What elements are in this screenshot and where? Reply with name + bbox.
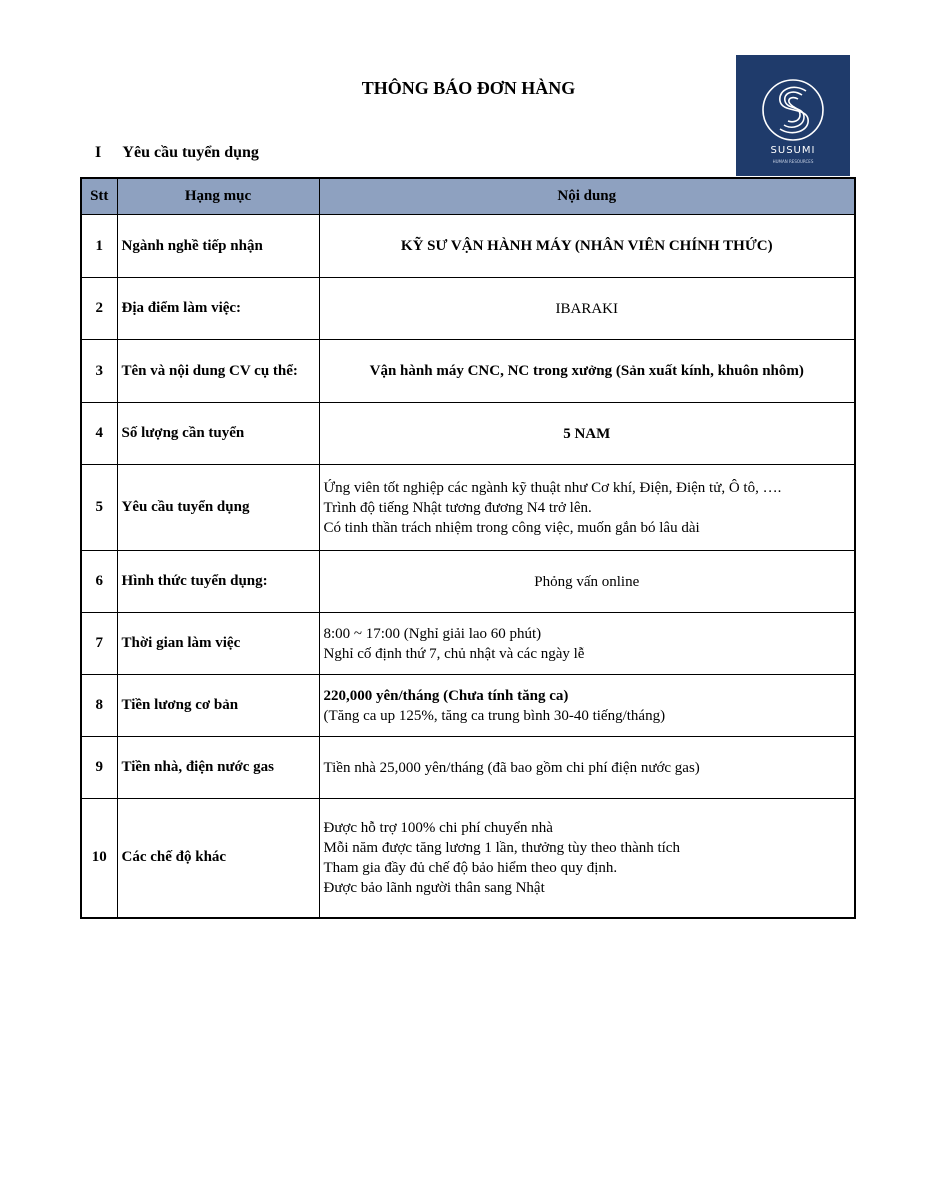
table-row [81,340,855,403]
row-stt: 5 [81,465,117,551]
row-stt: 7 [81,613,117,675]
logo-mark-icon [736,55,850,150]
table-row [81,551,855,613]
row-stt: 4 [81,403,117,465]
section-number: I [95,144,102,161]
table-row [81,278,855,340]
row-content: IBARAKI [319,278,855,340]
table-row [81,215,855,278]
row-content: Được hỗ trợ 100% chi phí chuyển nhà Mỗi năm được tăng lương 1 lần, thưởng tùy theo thành tích Tham gia đầy đủ chế độ bảo hiểm theo quy định. Được bảo lãnh người thân sang Nhật [319,799,855,918]
section-title: Yêu cầu tuyển dụng [122,144,259,161]
row-item: Tiền lương cơ bản [117,675,319,737]
logo-tagline: HUMAN RESOURCES [772,159,814,164]
row-item: Thời gian làm việc [117,613,319,675]
table-row [81,403,855,465]
row-item: Địa điểm làm việc: [117,278,319,340]
row-item: Các chế độ khác [117,799,319,918]
row-stt: 1 [81,215,117,278]
row-stt: 8 [81,675,117,737]
row-content: Phỏng vấn online [319,551,855,613]
table-header-row [81,178,855,215]
table-row [81,737,855,799]
table-row [81,465,855,551]
row-content: Tiền nhà 25,000 yên/tháng (đã bao gồm chi phí điện nước gas) [319,737,855,799]
header-content: Nội dung [319,178,855,215]
row-content: KỸ SƯ VẬN HÀNH MÁY (NHÂN VIÊN CHÍNH THỨC) [319,215,855,278]
table-row [81,799,855,918]
document-title: THÔNG BÁO ĐƠN HÀNG [361,78,576,98]
table-row [81,613,855,675]
row-stt: 2 [81,278,117,340]
row-item: Yêu cầu tuyển dụng [117,465,319,551]
header-stt: Stt [81,178,117,215]
logo-brand-text: SUSUMI [770,145,816,156]
table-row [81,675,855,737]
row-item: Tiền nhà, điện nước gas [117,737,319,799]
row-item: Ngành nghề tiếp nhận [117,215,319,278]
row-item: Hình thức tuyển dụng: [117,551,319,613]
company-logo [736,55,850,176]
row-content: 5 NAM [319,403,855,465]
job-order-table [80,177,856,919]
row-content: 8:00 ~ 17:00 (Nghỉ giải lao 60 phút) Nghỉ cố định thứ 7, chủ nhật và các ngày lễ [319,613,855,675]
row-content: 220,000 yên/tháng (Chưa tính tăng ca) (Tăng ca up 125%, tăng ca trung bình 30-40 tiếng/tháng) [319,675,855,737]
row-stt: 3 [81,340,117,403]
header-item: Hạng mục [117,178,319,215]
section-heading [95,144,259,162]
row-content: Vận hành máy CNC, NC trong xưởng (Sản xuất kính, khuôn nhôm) [319,340,855,403]
row-content: Ứng viên tốt nghiệp các ngành kỹ thuật như Cơ khí, Điện, Điện tử, Ô tô, …. Trình độ tiếng Nhật tương đương N4 trở lên. Có tinh thần trách nhiệm trong công việc, muốn gắn bó lâu dài [319,465,855,551]
row-item: Số lượng cần tuyển [117,403,319,465]
row-stt: 9 [81,737,117,799]
row-item: Tên và nội dung CV cụ thể: [117,340,319,403]
row-stt: 10 [81,799,117,918]
row-stt: 6 [81,551,117,613]
